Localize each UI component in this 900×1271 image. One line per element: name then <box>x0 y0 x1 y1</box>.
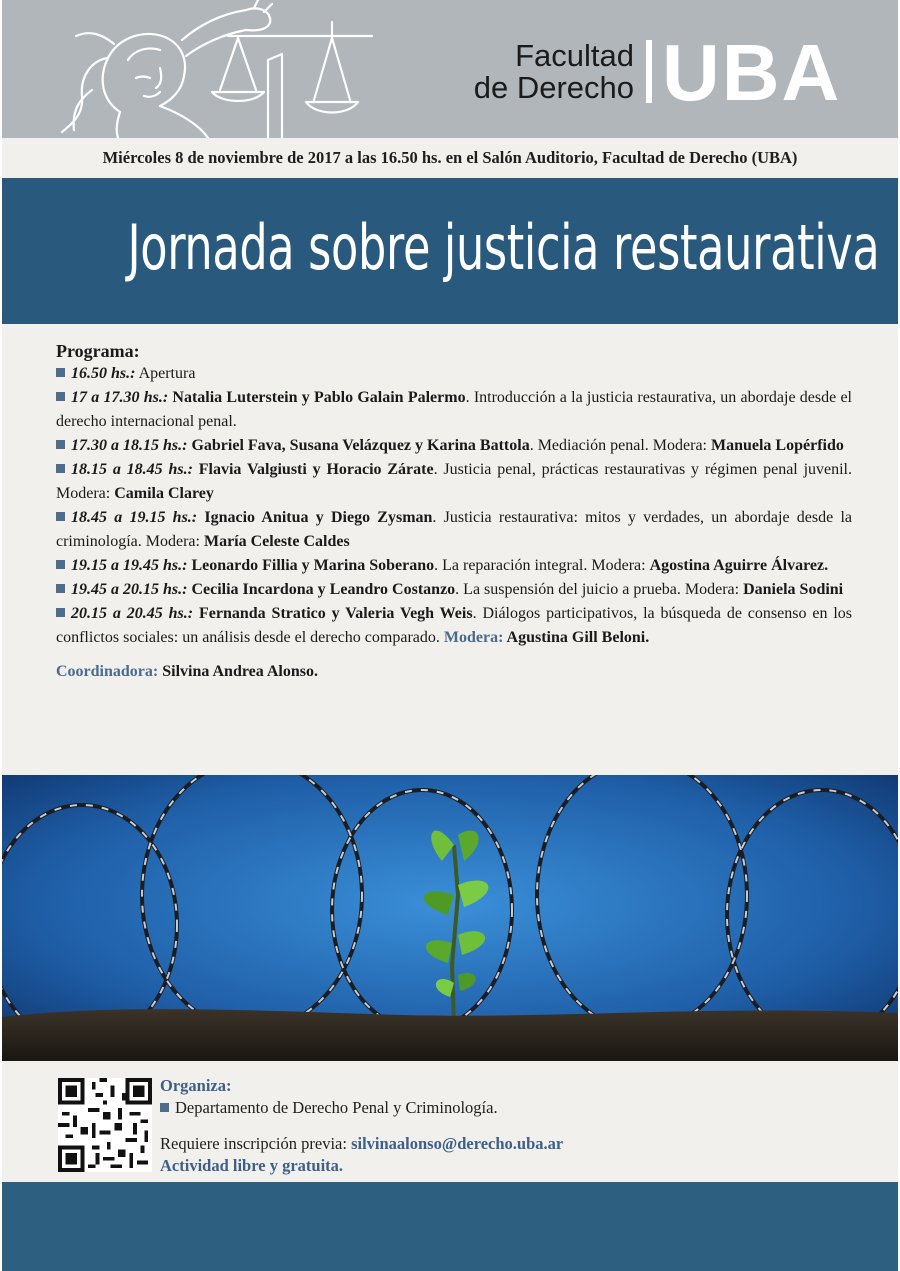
square-bullet-icon <box>56 392 65 401</box>
coordinator-name: Silvina Andrea Alonso. <box>158 663 318 680</box>
program-item <box>56 362 852 386</box>
program-item <box>56 458 852 506</box>
square-bullet-icon <box>56 464 65 473</box>
program-item <box>56 602 852 650</box>
program-speakers: Leonardo Fillia y Marina Soberano <box>187 557 435 574</box>
registration-email[interactable]: silvinaalonso@derecho.uba.ar <box>351 1134 564 1153</box>
organizer-department-line <box>160 1097 860 1119</box>
square-bullet-icon <box>56 608 65 617</box>
program-topic: . Diálogos participativos, la búsqueda de consenso en los conflictos sociales: un análisis desde el derecho comparado. <box>56 605 853 646</box>
program-speakers: Gabriel Fava, Susana Velázquez y Karina Battola <box>187 437 530 454</box>
program-topic: . Introducción a la justicia restaurativa, un abordaje desde el derecho internacional penal. <box>56 389 853 430</box>
free-activity-text: Actividad libre y gratuita. <box>160 1156 344 1175</box>
moderator-label: Modera: <box>591 557 650 574</box>
program-speakers: Fernanda Stratico y Valeria Vegh Weis <box>193 605 473 622</box>
moderator-label: Modera: <box>56 485 115 502</box>
moderator-name: Agostina Aguirre Álvarez. <box>649 557 829 574</box>
program-item <box>56 578 852 602</box>
program-item <box>56 506 852 554</box>
program-time: 19.45 a 20.15 hs.: <box>71 581 188 598</box>
program-time: 18.45 a 19.15 hs.: <box>71 509 198 526</box>
bottom-band <box>2 1182 898 1271</box>
moderator-label: Modera: <box>443 629 507 646</box>
square-bullet-icon <box>56 440 65 449</box>
program-heading: Programa: <box>56 341 140 361</box>
square-bullet-icon <box>56 512 65 521</box>
moderator-label: Modera: <box>684 581 744 598</box>
program-topic: . Justicia restaurativa: mitos y verdades, un abordaje desde la criminología. <box>56 509 853 550</box>
uba-logo: UBA <box>662 28 842 117</box>
program-topic: . La reparación integral. <box>434 557 592 574</box>
program-item <box>56 386 852 434</box>
qr-code-icon <box>58 1078 152 1172</box>
moderator-name: Manuela Lopérfido <box>710 437 844 454</box>
program-section <box>56 340 852 684</box>
program-speakers: Natalia Luterstein y Pablo Galain Palermo <box>168 389 466 406</box>
event-date-line: Miércoles 8 de noviembre de 2017 a las 16.50 hs. en el Salón Auditorio, Facultad de Derecho (UBA) <box>102 148 798 167</box>
program-topic: . La suspensión del juicio a prueba. <box>455 581 685 598</box>
registration-text: Requiere inscripción previa: <box>160 1134 352 1153</box>
square-bullet-icon <box>56 584 65 593</box>
faculty-name <box>442 40 634 104</box>
faculty-line-2: de Derecho <box>473 70 634 105</box>
poster <box>2 0 898 1271</box>
title-band <box>2 178 898 324</box>
moderator-name: Agustina Gill Beloni. <box>506 629 650 646</box>
program-topic: . Justicia penal, prácticas restaurativas y régimen penal juvenil. <box>433 461 852 478</box>
program-item <box>56 554 852 578</box>
header-divider <box>646 40 652 103</box>
organizer-block <box>160 1075 860 1177</box>
faculty-line-1: Facultad <box>515 38 634 73</box>
moderator-name: Daniela Sodini <box>743 581 844 598</box>
organizer-department: Departamento de Derecho Penal y Criminología. <box>175 1098 498 1117</box>
square-bullet-icon <box>160 1103 169 1112</box>
program-speakers: Cecilia Incardona y Leandro Costanzo <box>187 581 456 598</box>
moderator-label: Modera: <box>145 533 204 550</box>
program-time: 17.30 a 18.15 hs.: <box>71 437 188 454</box>
program-list <box>56 362 852 650</box>
moderator-name: Camila Clarey <box>114 485 214 502</box>
header <box>2 0 898 138</box>
program-time: 18.15 a 18.45 hs.: <box>71 461 193 478</box>
program-item <box>56 434 852 458</box>
moderator-name: María Celeste Caldes <box>203 533 350 550</box>
program-topic: Apertura <box>135 365 196 382</box>
program-topic: . Mediación penal. <box>529 437 653 454</box>
program-time: 20.15 a 20.45 hs.: <box>71 605 194 622</box>
justice-scales-illustration <box>32 0 392 138</box>
program-time: 19.15 a 19.45 hs.: <box>71 557 188 574</box>
moderator-label: Modera: <box>652 437 711 454</box>
organizer-gap <box>160 1119 860 1133</box>
program-time: 17 a 17.30 hs.: <box>71 389 169 406</box>
square-bullet-icon <box>56 368 65 377</box>
square-bullet-icon <box>56 560 65 569</box>
coordinator-label: Coordinadora: <box>56 663 159 680</box>
program-speakers: Flavia Valgiusti y Horacio Zárate <box>192 461 434 478</box>
program-speakers: Ignacio Anitua y Diego Zysman <box>197 509 433 526</box>
organiza-label: Organiza: <box>160 1076 232 1095</box>
coordinator-line <box>56 660 852 684</box>
registration-line <box>160 1133 860 1155</box>
barbed-wire-plant-photo <box>2 775 898 1061</box>
event-title: Jornada sobre justicia restaurativa <box>127 211 880 284</box>
program-time: 16.50 hs.: <box>71 365 136 382</box>
